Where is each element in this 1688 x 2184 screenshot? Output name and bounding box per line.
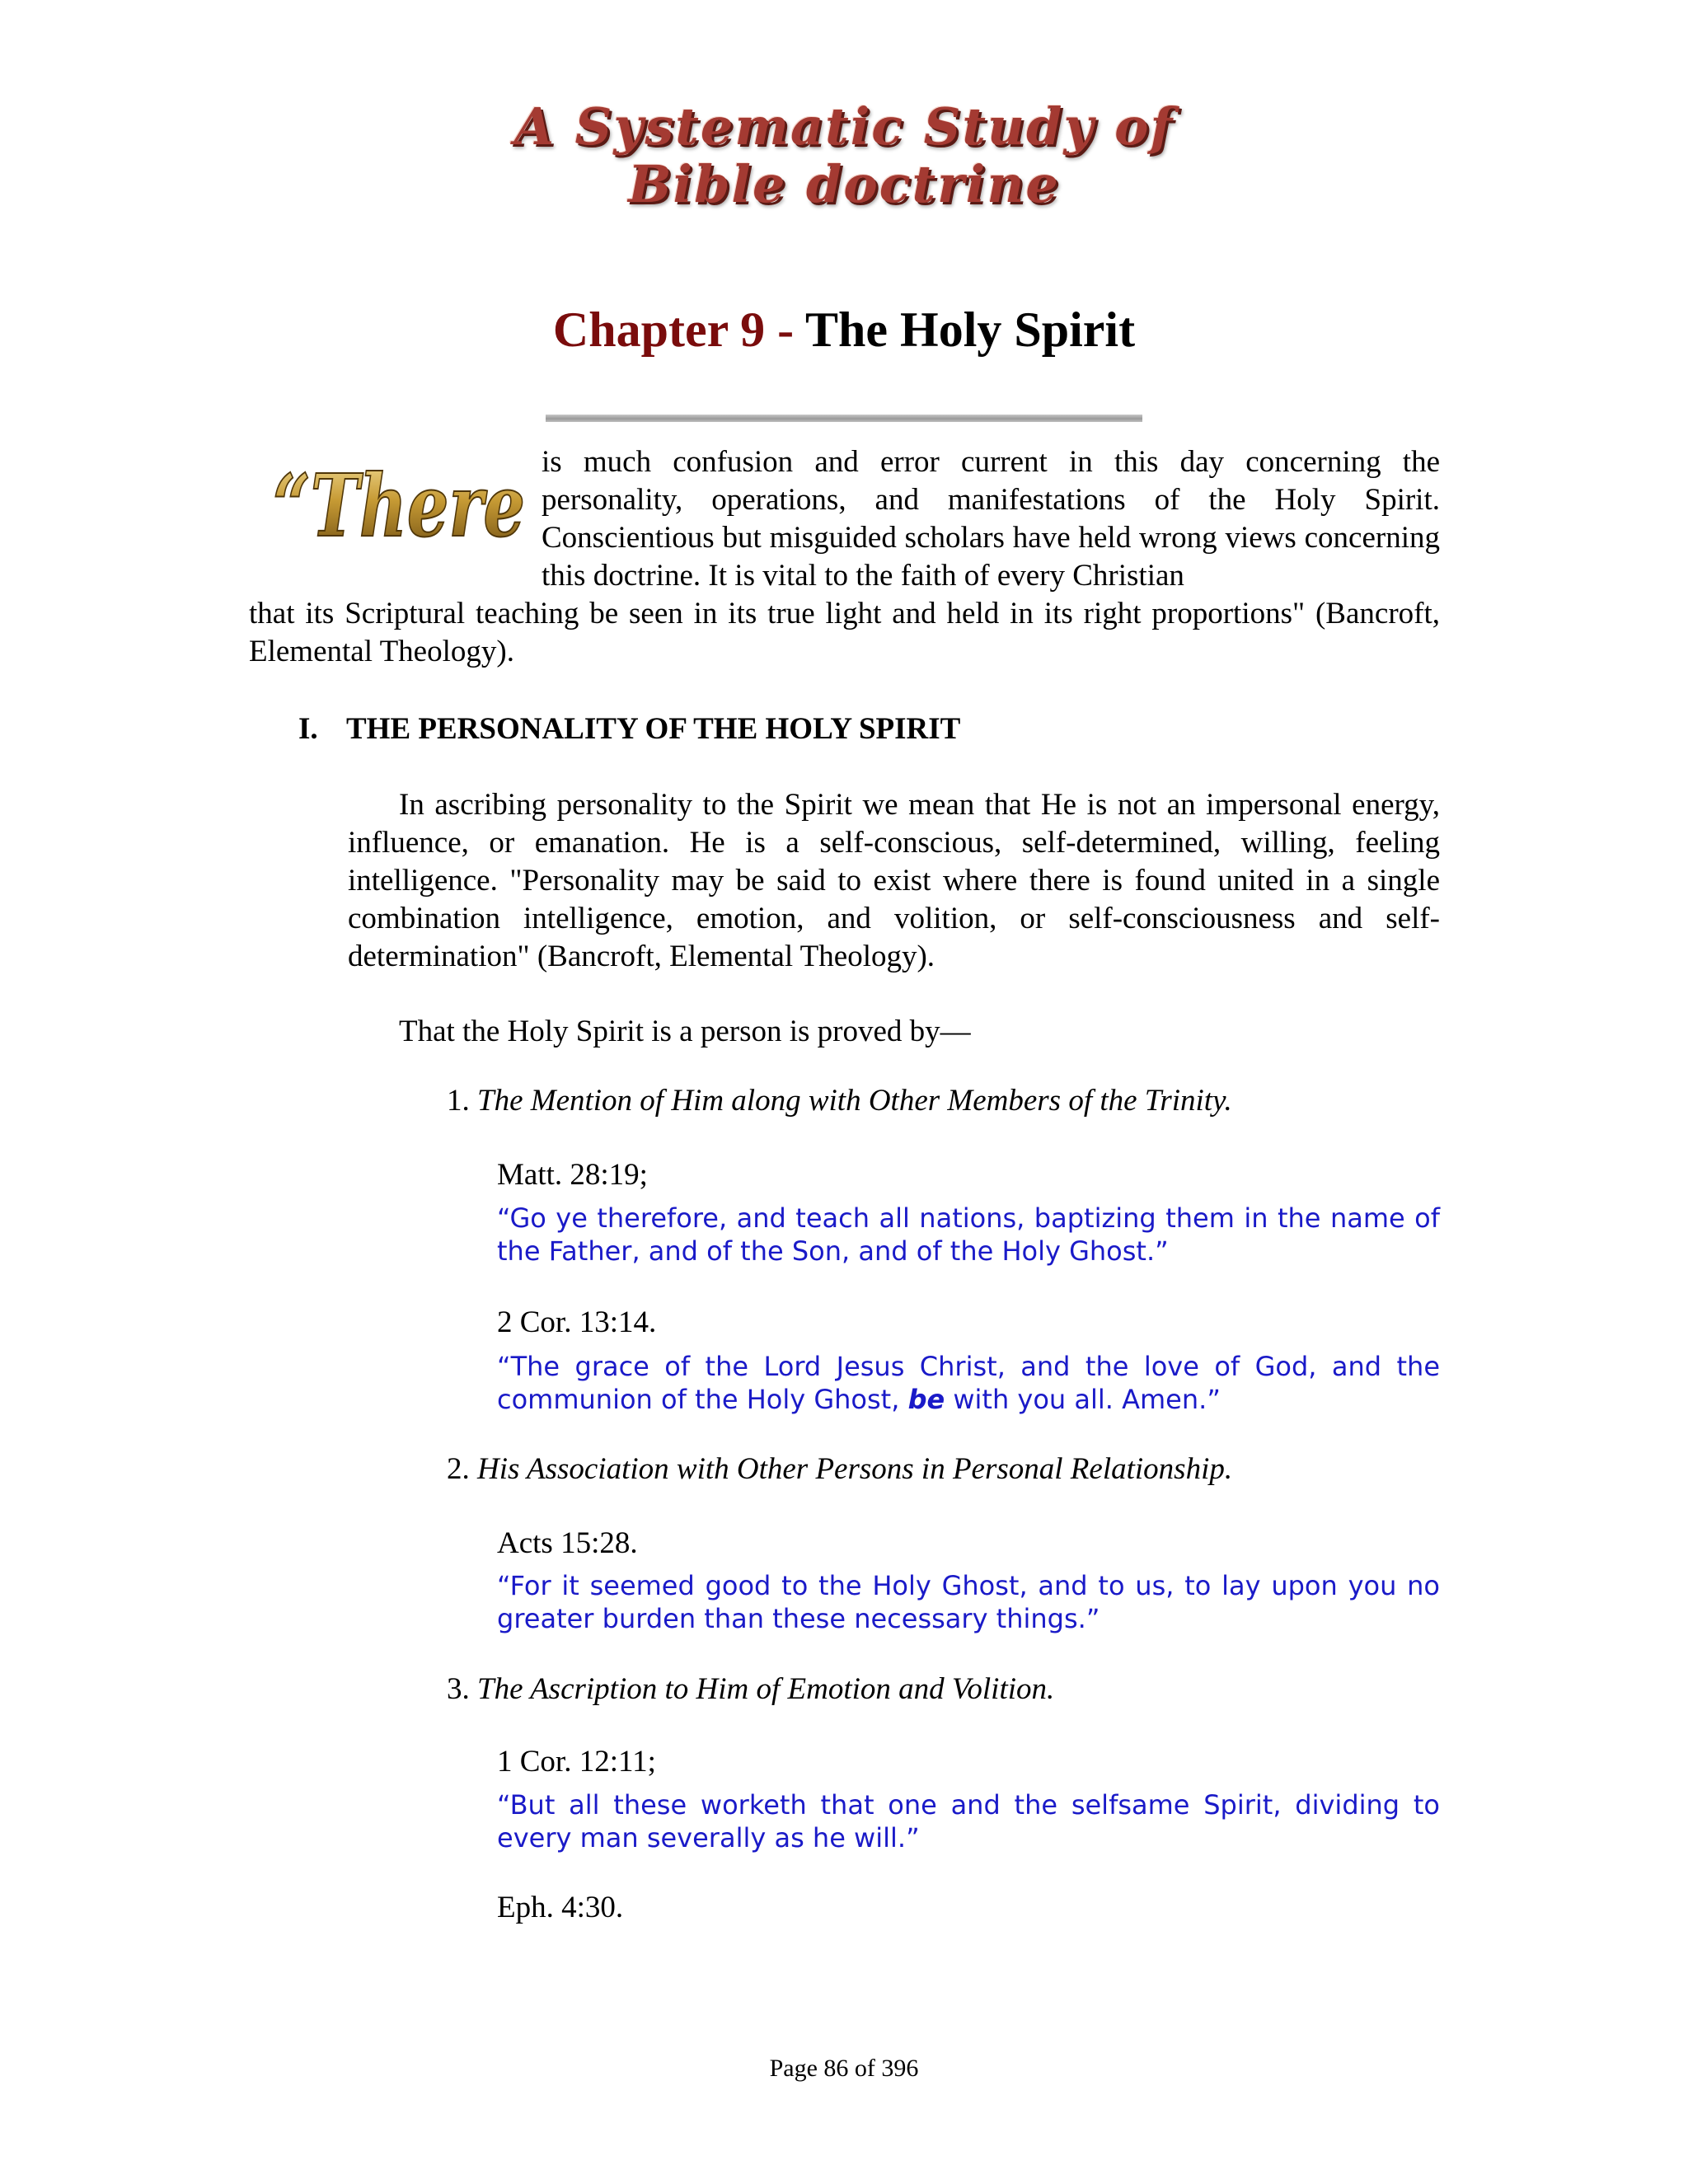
point-item bbox=[447, 1451, 1232, 1488]
chapter-number: Chapter 9 - bbox=[552, 302, 795, 357]
section-numeral: I. bbox=[298, 712, 318, 746]
point-title: The Mention of Him along with Other Members of the Trinity. bbox=[477, 1084, 1232, 1118]
chapter-name: The Holy Spirit bbox=[805, 302, 1136, 357]
scripture-reference: 2 Cor. 13:14. bbox=[497, 1305, 657, 1339]
personality-paragraph: In ascribing personality to the Spirit we mean that He is not an impersonal energy, influence, or emanation. He is a self-conscious, self-determined, willing, feeling intelligence. "Personality may be said to exist where there is found united in a single combination intelligence, emotion, and volition, or self-consciousness and self-determination" (Bancroft, Elemental Theology). bbox=[348, 788, 1440, 973]
dropcap-word: “There bbox=[273, 455, 525, 556]
quote-emphasis: be bbox=[907, 1384, 945, 1415]
scripture-quote bbox=[497, 1350, 1440, 1416]
scripture-quote: “Go ye therefore, and teach all nations, baptizing them in the name of the Father, and of the Son, and of the Holy Ghost.” bbox=[497, 1202, 1440, 1267]
section-heading bbox=[298, 710, 960, 748]
chapter-title bbox=[0, 297, 1688, 363]
book-logo-line2: Bible doctrine bbox=[628, 154, 1060, 214]
point-title: His Association with Other Persons in Personal Relationship. bbox=[477, 1452, 1233, 1486]
scripture-reference: 1 Cor. 12:11; bbox=[497, 1745, 656, 1779]
proved-by-line: That the Holy Spirit is a person is proved by— bbox=[399, 1015, 971, 1048]
title-divider bbox=[546, 415, 1142, 422]
intro-paragraph-rest: that its Scriptural teaching be seen in its true light and held in its right proportions" (Bancroft, Elemental Theology). bbox=[249, 597, 1440, 668]
intro-paragraph-first: is much confusion and error current in this day concerning the personality, operations, and manifestations of the Holy Spirit. Conscientious but misguided scholars have held wrong views concerning this doctrine. It is vital to the faith of every Christian bbox=[542, 445, 1440, 593]
dropcap-there-image bbox=[268, 443, 532, 567]
page-number: Page 86 of 396 bbox=[769, 2055, 919, 2082]
quote-text: with you all. Amen.” bbox=[945, 1384, 1221, 1415]
point-title: The Ascription to Him of Emotion and Volition. bbox=[477, 1672, 1055, 1706]
book-logo-line1: A Systematic Study of bbox=[513, 96, 1175, 157]
point-number: 2. bbox=[447, 1452, 470, 1486]
scripture-quote: “But all these worketh that one and the selfsame Spirit, dividing to every man severally as he will.” bbox=[497, 1789, 1440, 1854]
section-heading-text: THE PERSONALITY OF THE HOLY SPIRIT bbox=[346, 712, 961, 746]
scripture-reference: Matt. 28:19; bbox=[497, 1158, 648, 1192]
point-number: 3. bbox=[447, 1672, 470, 1706]
point-item bbox=[447, 1082, 1232, 1120]
scripture-reference: Acts 15:28. bbox=[497, 1526, 638, 1560]
quote-text: “The grace of the Lord Jesus Christ, and the love of God, and the communion of the Holy Ghost, bbox=[497, 1351, 1440, 1415]
scripture-reference: Eph. 4:30. bbox=[497, 1891, 624, 1924]
point-number: 1. bbox=[447, 1084, 470, 1118]
scripture-quote: “For it seemed good to the Holy Ghost, and to us, to lay upon you no greater burden than these necessary things.” bbox=[497, 1570, 1440, 1634]
point-item bbox=[447, 1671, 1054, 1708]
